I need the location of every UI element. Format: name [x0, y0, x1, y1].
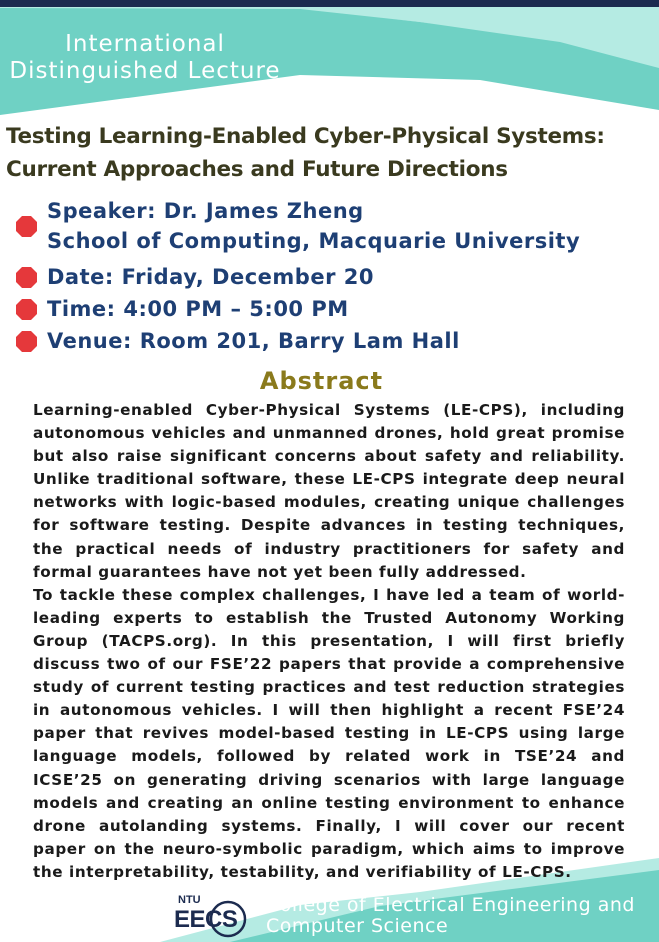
abstract-paragraph-2: To tackle these complex challenges, I have led a team of world-leading experts to establish the Trusted Autonomy Working Group (TACPS.org). In this presentation, I will first briefly discuss two of our FSE’22 papers that provide a comprehensive study of current testing practices and test reduction strategies in autonomous vehicles. I will then highlight a recent FSE’24 paper that revives model-based testing in LE-CPS using large language models, followed by related work in TSE’24 and ICSE’25 on generating driving scenarios with large language models and creating an online testing environment to enhance drone autolanding systems. Finally, I will cover our recent paper on the neuro-symbolic paradigm, which aims to improve the interpretability, testability, and verifiability of LE-CPS.: [33, 585, 625, 881]
title-line-1: Testing Learning-Enabled Cyber-Physical Systems:: [6, 124, 605, 149]
red-octagon-bullet-icon: [16, 267, 37, 288]
lecture-series-banner: [0, 31, 290, 85]
college-name-line-2: Computer Science: [266, 915, 449, 937]
event-time: Time: 4:00 PM – 5:00 PM: [47, 297, 349, 321]
college-name: [266, 895, 635, 937]
logo-eecs-text: EECS: [174, 906, 238, 933]
red-octagon-bullet-icon: [16, 331, 37, 352]
event-date: Date: Friday, December 20: [47, 265, 374, 289]
banner-line-1: International: [65, 31, 225, 57]
banner-line-2: Distinguished Lecture: [9, 58, 281, 84]
abstract-body: [33, 399, 625, 884]
abstract-paragraph-1: Learning-enabled Cyber-Physical Systems (LE-CPS), including autonomous vehicles and unmanned drones, hold great promise but also raise significant concerns about safety and reliability. Unlike traditional software, these LE-CPS integrate deep neural networks with logic-based modules, creating unique challenges for software testing. Despite advances in testing techniques, the practical needs of industry practitioners for safety and formal guarantees have not yet been fully addressed.: [33, 401, 625, 581]
title-line-2: Current Approaches and Future Directions: [6, 157, 508, 182]
logo-ntu-text: NTU: [178, 894, 201, 906]
ntu-eecs-logo: [170, 891, 262, 939]
abstract-heading: Abstract: [259, 367, 384, 395]
event-venue: Venue: Room 201, Barry Lam Hall: [47, 329, 460, 353]
red-octagon-bullet-icon: [16, 216, 37, 237]
lecture-title: [6, 120, 656, 186]
speaker-affiliation: School of Computing, Macquarie University: [47, 229, 581, 253]
college-name-line-1: College of Electrical Engineering and: [266, 894, 635, 916]
top-navy-band: [0, 0, 659, 7]
red-octagon-bullet-icon: [16, 299, 37, 320]
speaker-name: Speaker: Dr. James Zheng: [47, 199, 364, 223]
